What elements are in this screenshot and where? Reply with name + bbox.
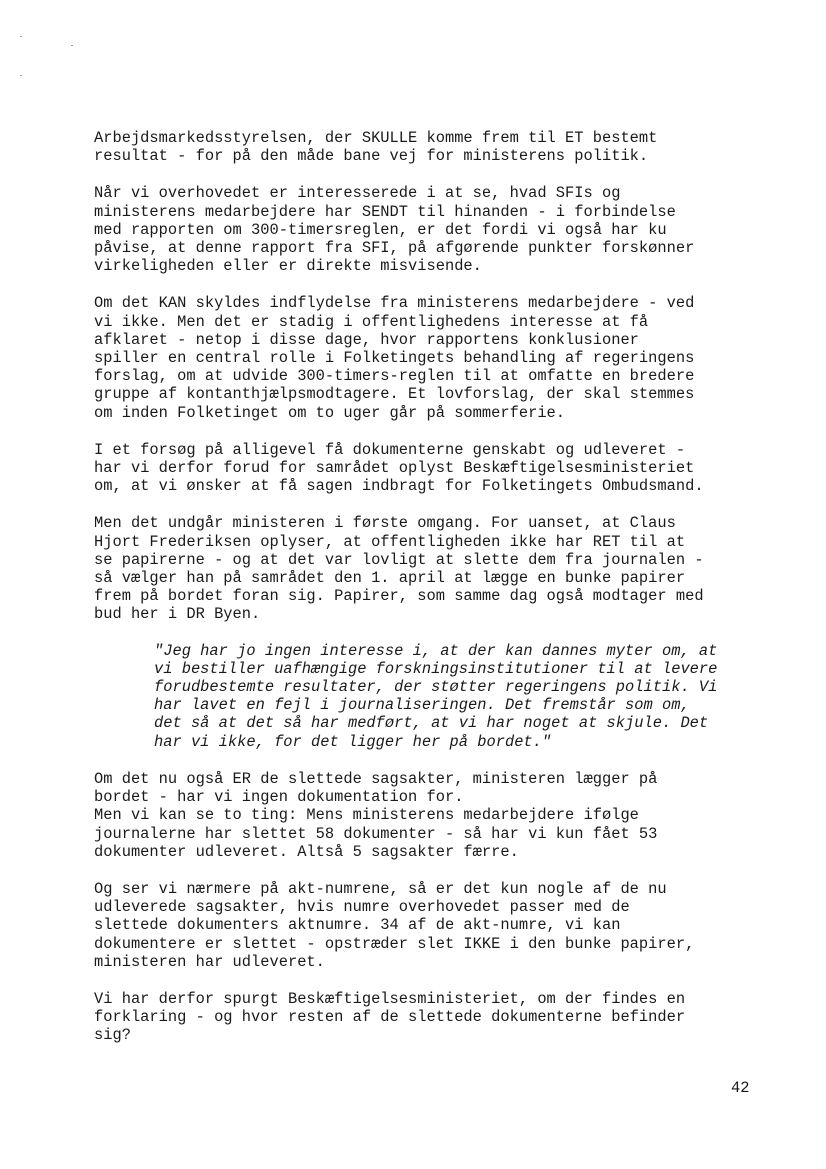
page-number: 42 [731, 1079, 750, 1097]
paragraph-7: Og ser vi nærmere på akt-numrene, så er det kun nogle af de nu udleverede sagsakter, hvis numre overhovedet passer med de slettede dokumenters aktnumre. 34 af de akt-numre, vi kan dokumentere er slettet - opstræder slet IKKE i den bunke papirer, ministeren har udleveret. [94, 879, 695, 971]
scan-speck [20, 75, 22, 76]
paragraph-2: Når vi overhovedet er interesserede i at se, hvad SFIs og ministerens medarbejdere har SENDT til hinanden - i forbindelse med rapporten om 300-timersreglen, er det fordi vi også har ku påvise, at denne rapport fra SFI, på afgørende punkter forskønner virkeligheden eller er direkte misvisende. [94, 184, 695, 276]
document-body [94, 129, 744, 1064]
paragraph-8: Vi har derfor spurgt Beskæftigelsesministeriet, om der findes en forklaring - og hvor resten af de slettede dokumenterne befinder sig? [94, 989, 686, 1045]
paragraph-3: Om det KAN skyldes indflydelse fra ministerens medarbejdere - ved vi ikke. Men det er stadig i offentlighedens interesse at få afklaret - netop i disse dage, hvor rapportens konklusioner spiller en central rolle i Folketingets behandling af regeringens forslag, om at udvide 300-timers-reglen til at omfatte en bredere gruppe af kontanthjælpsmodtagere. Et lovforslag, der skal stemmes om inden Folketinget om to uger går på sommerferie. [94, 294, 695, 422]
minister-quote: "Jeg har jo ingen interesse i, at der kan dannes myter om, at vi bestiller uafhængige forskningsinstitutioner til at levere forudbestemte resultater, der støtter regeringens politik. Vi har lavet en fejl i journaliseringen. Det fremstår som om, det så at det så har medført, at vi har noget at skjule. Det har vi ikke, for det ligger her på bordet." [154, 641, 718, 751]
paragraph-4: I et forsøg på alligevel få dokumenterne genskabt og udleveret - har vi derfor forud for samrådet oplyst Beskæftigelsesministeriet om, at vi ønsker at få sagen indbragt for Folketingets Ombudsmand. [94, 440, 704, 496]
scan-speck [71, 45, 73, 46]
paragraph-5: Men det undgår ministeren i første omgang. For uanset, at Claus Hjort Frederiksen oplyser, at offentligheden ikke har RET til at se papirerne - og at det var lovligt at slette dem fra journalen - så vælger han på samrådet den 1. april at lægge en bunke papirer frem på bordet foran sig. Papirer, som samme dag også modtager med bud her i DR Byen. [94, 514, 704, 624]
paragraph-1: Arbejdsmarkedsstyrelsen, der SKULLE komme frem til ET bestemt resultat - for på den måde bane vej for ministerens politik. [94, 129, 658, 166]
scan-speck [20, 36, 22, 37]
paragraph-6: Om det nu også ER de slettede sagsakter, ministeren lægger på bordet - har vi ingen dokumentation for. Men vi kan se to ting: Mens ministerens medarbejdere ifølge journalerne har slettet 58 dokumenter - så har vi kun fået 53 dokumenter udleveret. Altså 5 sagsakter færre. [94, 769, 658, 861]
